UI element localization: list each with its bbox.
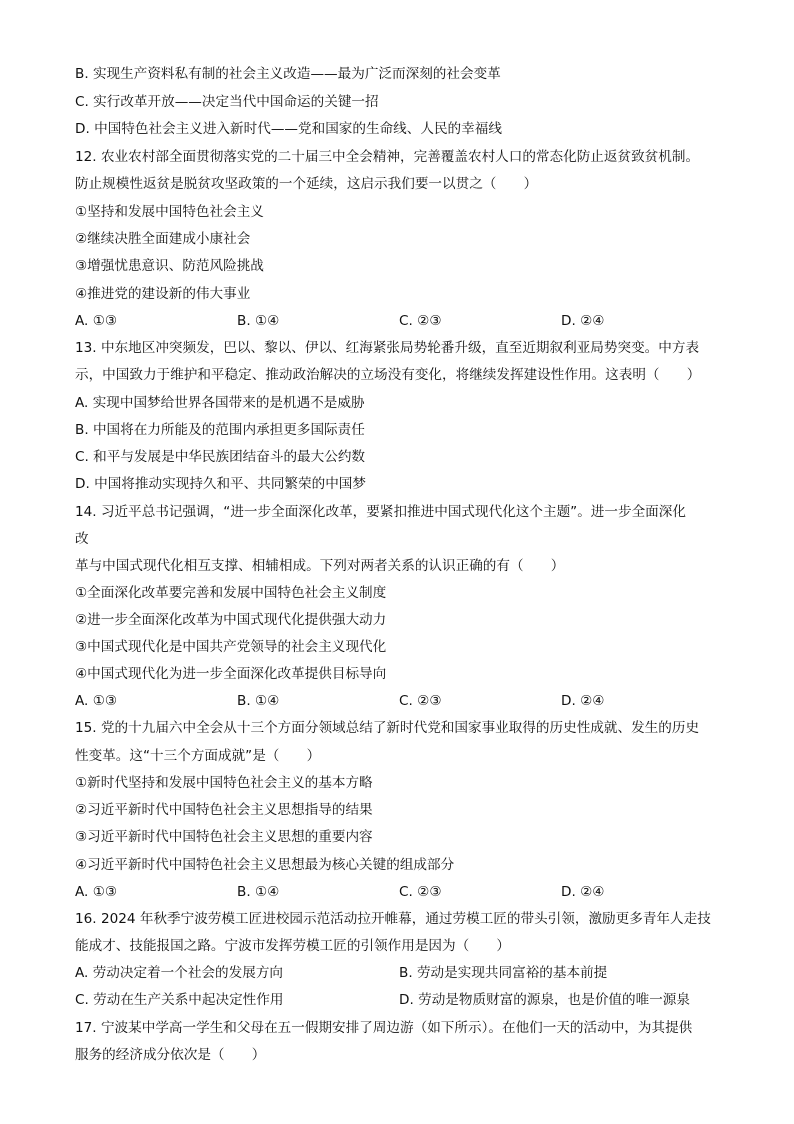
q14-option-c: C. ②③ — [399, 693, 442, 709]
q12-stem-line: 防止规模性返贫是脱贫攻坚政策的一个延续，这启示我们要一以贯之（ ） — [75, 176, 538, 192]
q15-item: ②习近平新时代中国特色社会主义思想指导的结果 — [75, 802, 373, 818]
q12-option-d: D. ②④ — [561, 313, 605, 329]
q14-stem-line: 革与中国式现代化相互支撑、相辅相成。下列对两者关系的认识正确的有（ ） — [75, 558, 565, 574]
q14-item: ④中国式现代化为进一步全面深化改革提供目标导向 — [75, 666, 387, 682]
q14-stem-line: 14. 习近平总书记强调，“进一步全面深化改革，要紧扣推进中国式现代化这个主题”。进一步全面深化 — [75, 504, 686, 520]
q14-item: ③中国式现代化是中国共产党领导的社会主义现代化 — [75, 639, 387, 655]
q16-stem-line: 16. 2024 年秋季宁波劳模工匠进校园示范活动拉开帷幕，通过劳模工匠的带头引领，激励更多青年人走技 — [75, 911, 711, 927]
q17-stem-line: 服务的经济成分依次是（ ） — [75, 1047, 266, 1063]
q15-stem-line: 15. 党的十九届六中全会从十三个方面分领域总结了新时代党和国家事业取得的历史性成就、发生的历史 — [75, 720, 700, 736]
q15-item: ①新时代坚持和发展中国特色社会主义的基本方略 — [75, 775, 373, 791]
q14-item: ①全面深化改革要完善和发展中国特色社会主义制度 — [75, 585, 387, 601]
q13-option-d: D. 中国将推动实现持久和平、共同繁荣的中国梦 — [75, 476, 366, 492]
q13-stem-line: 13. 中东地区冲突频发，巴以、黎以、伊以、红海紧张局势轮番升级，直至近期叙利亚局势突变。中方表 — [75, 340, 700, 356]
q15-item: ③习近平新时代中国特色社会主义思想的重要内容 — [75, 829, 373, 845]
q14-stem-line: 改 — [75, 531, 89, 547]
q11-option-c: C. 实行改革开放——决定当代中国命运的关键一招 — [75, 94, 379, 110]
q12-option-c: C. ②③ — [399, 313, 442, 329]
q14-option-b: B. ①④ — [237, 693, 280, 709]
q11-option-d: D. 中国特色社会主义进入新时代——党和国家的生命线、人民的幸福线 — [75, 121, 502, 137]
q14-option-a: A. ①③ — [75, 693, 118, 709]
q12-stem-line: 12. 农业农村部全面贯彻落实党的二十届三中全会精神，完善覆盖农村人口的常态化防止返贫致贫机制。 — [75, 149, 700, 165]
q12-option-b: B. ①④ — [237, 313, 280, 329]
q17-stem-line: 17. 宁波某中学高一学生和父母在五一假期安排了周边游（如下所示）。在他们一天的活动中，为其提供 — [75, 1020, 693, 1036]
q16-option-d: D. 劳动是物质财富的源泉，也是价值的唯一源泉 — [399, 992, 690, 1008]
q13-option-a: A. 实现中国梦给世界各国带来的是机遇不是威胁 — [75, 395, 365, 411]
q15-option-c: C. ②③ — [399, 884, 442, 900]
q16-option-a: A. 劳动决定着一个社会的发展方向 — [75, 965, 284, 981]
q15-option-a: A. ①③ — [75, 884, 118, 900]
q12-option-a: A. ①③ — [75, 313, 118, 329]
q14-option-d: D. ②④ — [561, 693, 605, 709]
q16-option-c: C. 劳动在生产关系中起决定性作用 — [75, 992, 284, 1008]
q13-option-c: C. 和平与发展是中华民族团结奋斗的最大公约数 — [75, 449, 366, 465]
q14-item: ②进一步全面深化改革为中国式现代化提供强大动力 — [75, 612, 387, 628]
q13-stem-line: 示，中国致力于维护和平稳定、推动政治解决的立场没有变化，将继续发挥建设性作用。这表明（ ） — [75, 367, 701, 383]
q15-stem-line: 性变革。这“十三个方面成就”是（ ） — [75, 748, 321, 764]
q13-option-b: B. 中国将在力所能及的范围内承担更多国际责任 — [75, 422, 365, 438]
q12-item: ②继续决胜全面建成小康社会 — [75, 231, 251, 247]
q15-option-b: B. ①④ — [237, 884, 280, 900]
q11-option-b: B. 实现生产资料私有制的社会主义改造——最为广泛而深刻的社会变革 — [75, 66, 501, 82]
q12-item: ①坚持和发展中国特色社会主义 — [75, 204, 264, 220]
q16-option-b: B. 劳动是实现共同富裕的基本前提 — [399, 965, 608, 981]
q12-item: ④推进党的建设新的伟大事业 — [75, 286, 251, 302]
q15-item: ④习近平新时代中国特色社会主义思想最为核心关键的组成部分 — [75, 857, 455, 873]
q15-option-d: D. ②④ — [561, 884, 605, 900]
q12-item: ③增强忧患意识、防范风险挑战 — [75, 258, 264, 274]
q16-stem-line: 能成才、技能报国之路。宁波市发挥劳模工匠的引领作用是因为（ ） — [75, 938, 510, 954]
